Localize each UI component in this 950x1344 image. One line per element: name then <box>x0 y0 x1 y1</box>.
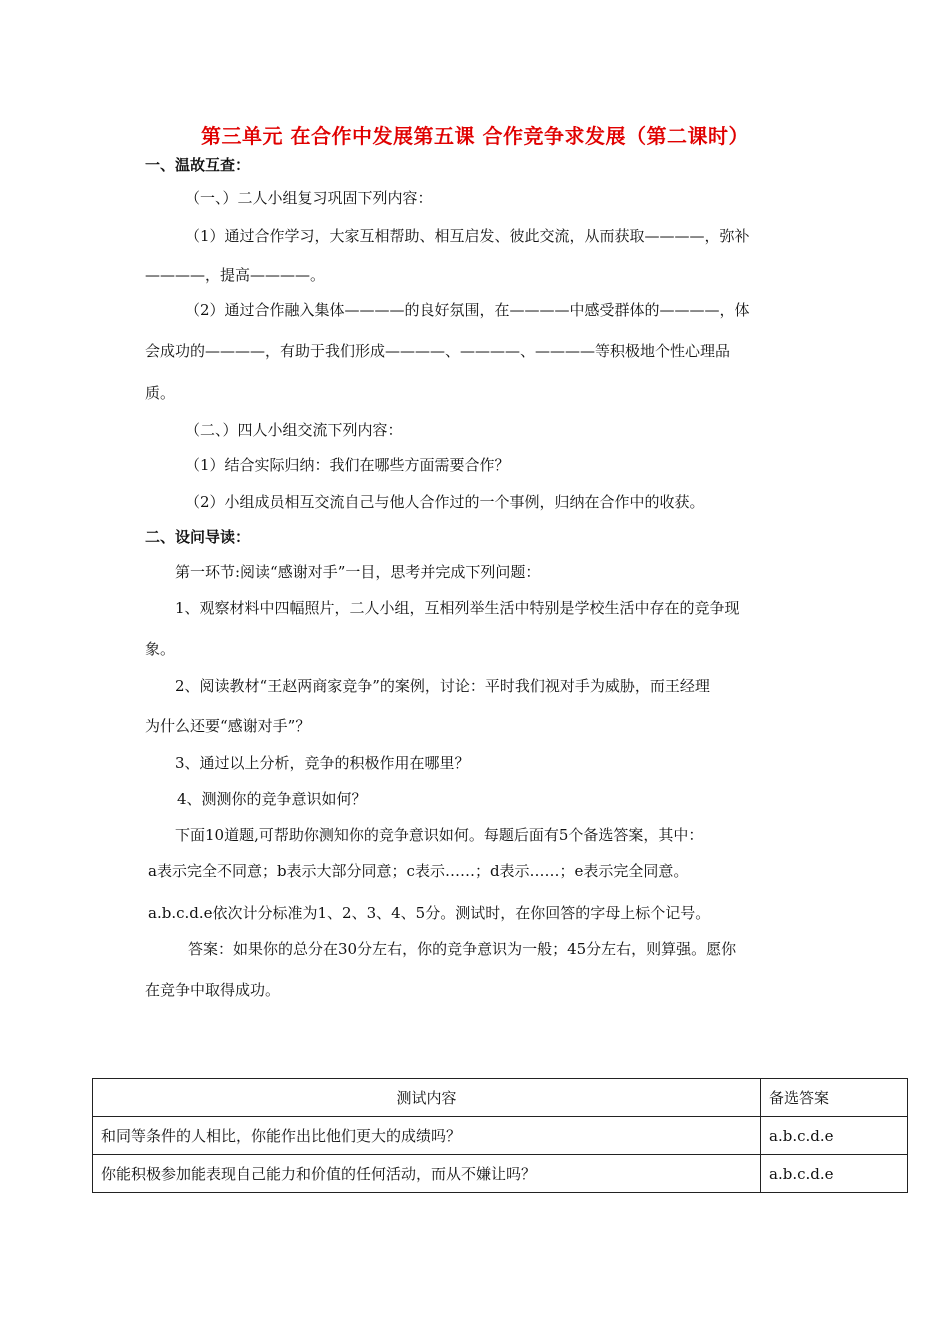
row-answer: a.b.c.d.e <box>761 1117 908 1155</box>
item2-line2: 会成功的————，有助于我们形成————、————、————等积极地个性心理品 <box>145 342 731 360</box>
row-content: 你能积极参加能表现自己能力和价值的任何活动，而从不嫌让吗？ <box>93 1155 761 1193</box>
section-heading-guided-reading: 二、设问导读： <box>145 528 251 546</box>
test-description-line3: a.b.c.d.e依次计分标准为1、2、3、4、5分。测试时，在你回答的字母上标个记号。 <box>148 904 711 922</box>
table-header-row <box>93 1079 908 1117</box>
header-test-content: 测试内容 <box>93 1079 761 1117</box>
item2-line3: 质。 <box>145 384 176 402</box>
part2-item2: （2）小组成员相互交流自己与他人合作过的一个事例，归纳在合作中的收获。 <box>185 493 705 511</box>
item2-line1: （2）通过合作融入集体————的良好氛围，在————中感受群体的————，体 <box>185 301 750 319</box>
question1-line2: 象。 <box>145 640 176 658</box>
item1-line1: （1）通过合作学习，大家互相帮助、相互启发、彼此交流，从而获取————，弥补 <box>185 227 750 245</box>
part1-label: （一、）二人小组复习巩固下列内容： <box>185 189 433 207</box>
document-title: 第三单元 在合作中发展第五课 合作竞争求发展（第二课时） <box>201 124 749 148</box>
row-answer: a.b.c.d.e <box>761 1155 908 1193</box>
question4: 4、测测你的竞争意识如何？ <box>177 790 367 808</box>
item1-line2: ————，提高————。 <box>145 266 326 284</box>
part2-item1: （1）结合实际归纳：我们在哪些方面需要合作？ <box>185 456 510 474</box>
section2-intro: 第一环节:阅读“感谢对手”一目，思考并完成下列问题： <box>175 563 541 581</box>
part2-label: （二、）四人小组交流下列内容： <box>185 421 403 439</box>
question1-line1: 1、观察材料中四幅照片，二人小组，互相列举生活中特别是学校生活中存在的竞争现 <box>175 599 740 617</box>
section-heading-review: 一、温故互查： <box>145 156 251 174</box>
answer-line2: 在竞争中取得成功。 <box>145 981 281 999</box>
question2-line2: 为什么还要“感谢对手”？ <box>145 717 311 735</box>
answer-line1: 答案：如果你的总分在30分左右，你的竞争意识为一般；45分左右，则算强。愿你 <box>188 940 737 958</box>
test-table <box>92 1078 908 1193</box>
test-description-line1: 下面10道题,可帮助你测知你的竞争意识如何。每题后面有5个备选答案，其中： <box>175 826 704 844</box>
test-description-line2: a表示完全不同意；b表示大部分同意；c表示……；d表示……；e表示完全同意。 <box>148 862 689 880</box>
header-answer-options: 备选答案 <box>761 1079 908 1117</box>
question2-line1: 2、阅读教材“王赵两商家竞争”的案例，讨论：平时我们视对手为威胁，而王经理 <box>175 677 710 695</box>
row-content: 和同等条件的人相比，你能作出比他们更大的成绩吗？ <box>93 1117 761 1155</box>
table-row <box>93 1155 908 1193</box>
question3: 3、通过以上分析，竞争的积极作用在哪里？ <box>175 754 470 772</box>
table-row <box>93 1117 908 1155</box>
